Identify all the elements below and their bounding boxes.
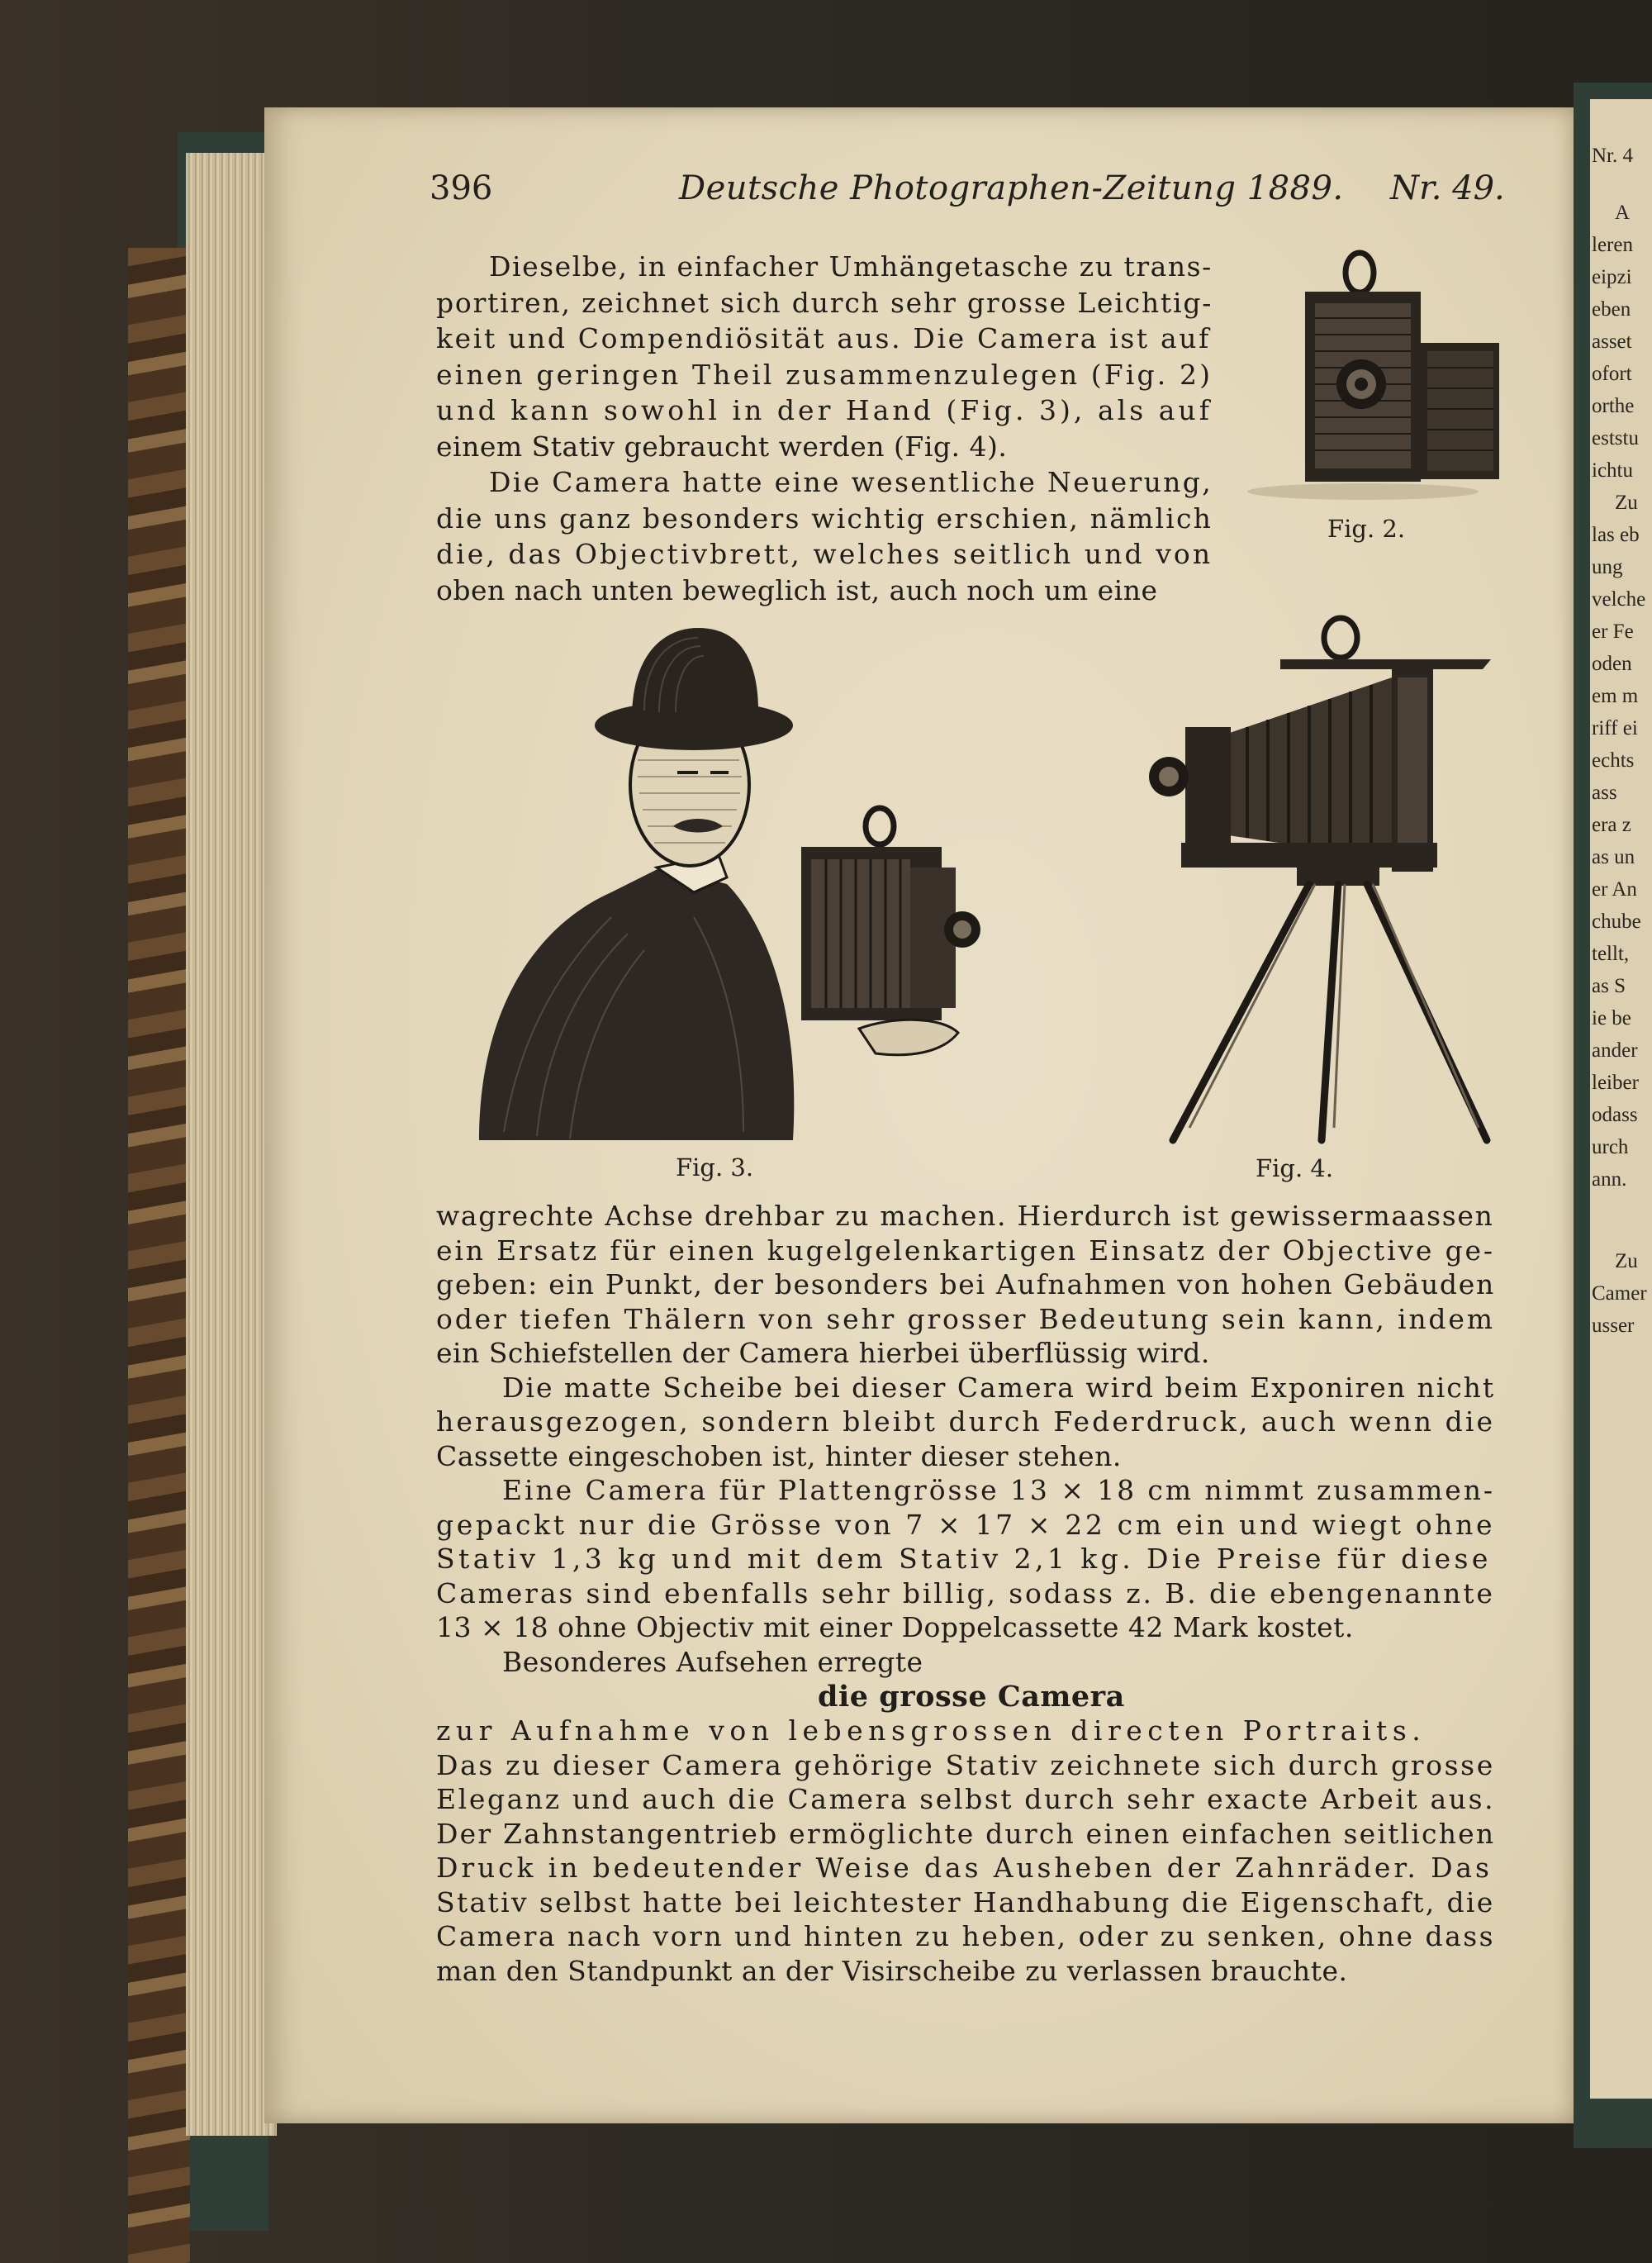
right-page-fragment: oden bbox=[1592, 653, 1632, 675]
right-page-fragment: odass bbox=[1592, 1104, 1638, 1126]
fig3-man-with-camera-illustration bbox=[446, 620, 1041, 1148]
right-page-fragment: Camer bbox=[1592, 1282, 1647, 1305]
final-lines-line: zur Aufnahme von lebensgrossen directen Portraits. bbox=[436, 1714, 1427, 1747]
body-lines-line: geben: ein Punkt, der besonders bei Aufnahmen von hohen Gebäuden bbox=[436, 1268, 1495, 1300]
right-page-fragment: ie be bbox=[1592, 1007, 1631, 1029]
intro-lines-line: die uns ganz besonders wichtig erschien, nämlich bbox=[436, 502, 1213, 535]
right-page-fragment: asset bbox=[1592, 330, 1632, 353]
body-lines-line: ein Schiefstellen der Camera hierbei überflüssig wird. bbox=[436, 1337, 1210, 1369]
issue-number: Nr. 49. bbox=[1390, 169, 1505, 207]
body-lines-line: Eine Camera für Plattengrösse 13 ⨯ 18 cm nimmt zusammen- bbox=[502, 1474, 1495, 1506]
intro-lines-line: einem Stativ gebraucht werden (Fig. 4). bbox=[436, 430, 1008, 463]
final-lines-line: Camera nach vorn und hinten zu heben, oder zu senken, ohne dass bbox=[436, 1920, 1496, 1952]
intro-lines-line: oben nach unten beweglich ist, auch noch um eine bbox=[436, 573, 1158, 606]
right-page-fragment: eben bbox=[1592, 298, 1631, 321]
body-lines-line: ein Ersatz für einen kugelgelenkartigen Einsatz der Objective ge- bbox=[436, 1234, 1495, 1267]
right-page-fragment: ander bbox=[1592, 1039, 1638, 1062]
fig3-caption: Fig. 3. bbox=[676, 1153, 754, 1181]
right-page-fragment: ichtu bbox=[1592, 459, 1633, 482]
right-page-fragment: usser bbox=[1592, 1315, 1635, 1337]
right-page-fragment: eststu bbox=[1592, 427, 1639, 449]
right-page-fragment: era z bbox=[1592, 814, 1631, 836]
right-page-fragment: leiber bbox=[1592, 1072, 1639, 1094]
final-lines-line: man den Standpunkt an der Visirscheibe zu verlassen brauchte. bbox=[436, 1954, 1348, 1987]
right-page-fragment: las eb bbox=[1592, 524, 1640, 546]
right-page-fragment: ass bbox=[1592, 782, 1617, 804]
right-page-fragment: riff ei bbox=[1592, 717, 1638, 739]
intro-lines-line: die, das Objectivbrett, welches seitlich und von bbox=[436, 538, 1213, 570]
right-page-fragment: ann. bbox=[1592, 1168, 1627, 1191]
body-lines-line: Cameras sind ebenfalls sehr billig, sodass z. B. die ebengenannte bbox=[436, 1576, 1495, 1609]
final-lines-line: Das zu dieser Camera gehörige Stativ zeichnete sich durch grosse bbox=[436, 1748, 1495, 1781]
body-lines-line: Stativ 1,3 kg und mit dem Stativ 2,1 kg. Die Preise für diese bbox=[436, 1543, 1492, 1575]
intro-lines-line: und kann sowohl in der Hand (Fig. 3), als auf bbox=[436, 394, 1213, 426]
right-page-fragment: urch bbox=[1592, 1136, 1629, 1158]
right-page-fragment: Zu bbox=[1615, 492, 1638, 514]
body-lines-line: wagrechte Achse drehbar zu machen. Hierdurch ist gewissermaassen bbox=[436, 1200, 1494, 1232]
intro-lines-line: einen geringen Theil zusammenzulegen (Fig. 2) bbox=[436, 358, 1213, 391]
right-page-fragment: em m bbox=[1592, 685, 1639, 707]
right-page-fragment: leren bbox=[1592, 234, 1633, 256]
page-stack-edge bbox=[186, 153, 277, 2136]
right-page-fragment: ofort bbox=[1592, 363, 1632, 385]
body-lines-line: 13 ⨯ 18 ohne Objectiv mit einer Doppelcassette 42 Mark kostet. bbox=[436, 1611, 1354, 1643]
page-number: 396 bbox=[430, 169, 493, 207]
intro-lines-line: Dieselbe, in einfacher Umhängetasche zu trans- bbox=[489, 250, 1213, 283]
fig2-folded-camera-illustration bbox=[1239, 244, 1512, 508]
right-page-fragment: ung bbox=[1592, 556, 1623, 578]
body-lines-line: oder tiefen Thälern von sehr grosser Bedeutung sein kann, indem bbox=[436, 1302, 1495, 1335]
fig2-caption: Fig. 2. bbox=[1327, 515, 1406, 543]
right-page-fragment: er An bbox=[1592, 878, 1637, 901]
right-page-fragment: Nr. 4 bbox=[1592, 145, 1633, 167]
right-page-fragment: orthe bbox=[1592, 395, 1635, 417]
intro-lines-line: keit und Compendiösität aus. Die Camera ist auf bbox=[436, 322, 1212, 354]
journal-title: Deutsche Photographen-Zeitung 1889. bbox=[679, 169, 1344, 207]
body-lines-line: Die matte Scheibe bei dieser Camera wird beim Exponiren nicht bbox=[502, 1371, 1496, 1404]
final-lines-line: Druck in bedeutender Weise das Ausheben der Zahnräder. Das bbox=[436, 1852, 1493, 1884]
subheading: die grosse Camera bbox=[818, 1680, 1125, 1714]
right-page-fragment: as un bbox=[1592, 846, 1635, 868]
fig4-caption: Fig. 4. bbox=[1256, 1154, 1334, 1182]
final-lines-line: Der Zahnstangentrieb ermöglichte durch einen einfachen seitlichen bbox=[436, 1817, 1496, 1850]
body-lines-line: gepackt nur die Grösse von 7 ⨯ 17 ⨯ 22 cm ein und wiegt ohne bbox=[436, 1508, 1496, 1541]
body-lines-line: Besonderes Aufsehen erregte bbox=[502, 1645, 923, 1678]
right-page-fragment: velche bbox=[1592, 588, 1646, 611]
body-lines-line: Cassette eingeschoben ist, hinter dieser stehen. bbox=[436, 1439, 1122, 1472]
right-page-fragment: Zu bbox=[1615, 1250, 1638, 1272]
body-lines-line: herausgezogen, sondern bleibt durch Federdruck, auch wenn die bbox=[436, 1405, 1496, 1438]
marbled-edge bbox=[128, 248, 190, 2263]
final-lines-line: Stativ selbst hatte bei leichtester Handhabung die Eigenschaft, die bbox=[436, 1885, 1495, 1918]
right-page-fragment: A bbox=[1615, 202, 1631, 224]
fig4-camera-on-tripod-illustration bbox=[1132, 611, 1503, 1148]
right-page-fragment: eipzi bbox=[1592, 266, 1632, 288]
right-page-fragment: as S bbox=[1592, 975, 1626, 997]
right-page-fragment: er Fe bbox=[1592, 620, 1634, 643]
final-lines-line: Eleganz und auch die Camera selbst durch sehr exacte Arbeit aus. bbox=[436, 1783, 1496, 1815]
right-page-fragment: echts bbox=[1592, 749, 1635, 772]
intro-lines-line: Die Camera hatte eine wesentliche Neuerung, bbox=[489, 466, 1213, 498]
right-page-fragment: chube bbox=[1592, 910, 1641, 933]
right-page-fragment: tellt, bbox=[1592, 943, 1630, 965]
right-page-edge bbox=[1590, 99, 1652, 2099]
intro-lines-line: portiren, zeichnet sich durch sehr grosse Leichtig- bbox=[436, 286, 1213, 319]
